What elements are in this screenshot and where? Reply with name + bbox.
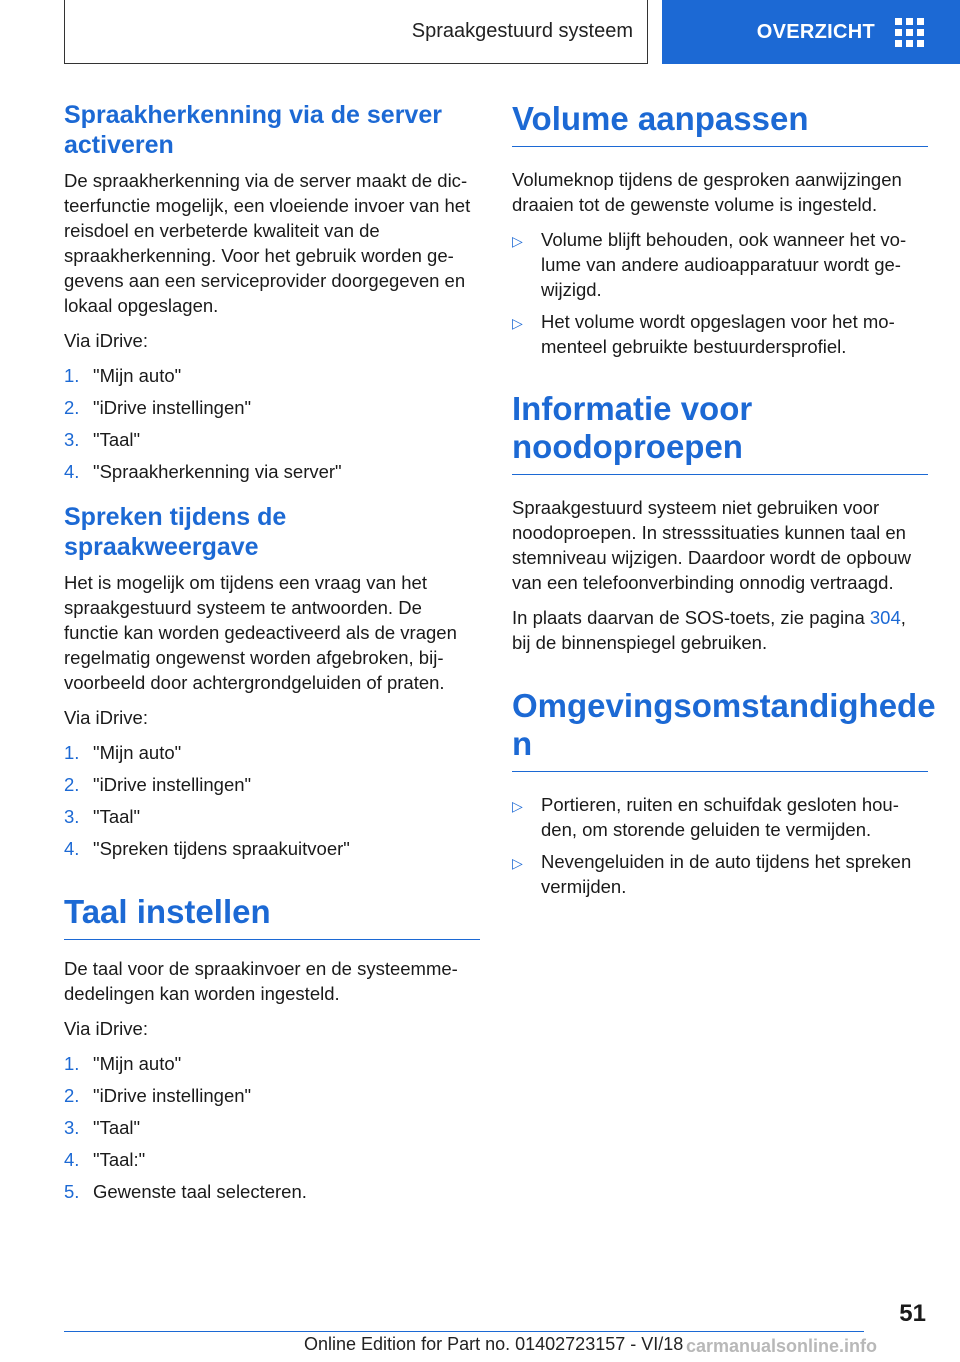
overview-button[interactable]	[662, 0, 960, 64]
step-text: "Mijn auto"	[93, 742, 182, 763]
list-item	[64, 1179, 480, 1204]
step-number: 1.	[64, 1053, 80, 1074]
footer-edition: Online Edition for Part no. 01402723157 - VI/18	[304, 1334, 684, 1354]
bullet-list	[512, 792, 928, 899]
list-item	[64, 740, 480, 765]
step-text: "Taal:"	[93, 1149, 146, 1170]
list-item	[64, 804, 480, 829]
footer-divider	[64, 1331, 864, 1332]
step-text: "Mijn auto"	[93, 1053, 182, 1074]
paragraph: Spraakgestuurd systeem niet gebruiken voor noodoproepen. In stresssituaties kunnen taal en stemniveau wijzigen. Daardoor wordt de opbouw van een telefoonverbinding onnodig vertraagd.	[512, 497, 911, 593]
bullet-text: Nevengeluiden in de auto tijdens het spreken vermijden.	[541, 851, 912, 897]
step-number: 4.	[64, 1149, 80, 1170]
step-text: "iDrive instellingen"	[93, 397, 252, 418]
step-number: 5.	[64, 1181, 80, 1202]
overview-label: OVERZICHT	[756, 20, 875, 43]
steps-list	[64, 740, 480, 861]
list-item	[64, 427, 480, 452]
step-text: "Taal"	[93, 429, 141, 450]
paragraph: Het is mogelijk om tijdens een vraag van het spraakgestuurd systeem te antwoorden. De functie kan worden gedeactiveerd als de vragen regelmatig ongewenst worden afgebroken, bijvoorbeeld door achtergrondgeluiden of praten.	[64, 572, 457, 693]
bullet-text: Het volume wordt opgeslagen voor het momenteel gebruikte bestuurdersprofiel.	[541, 311, 895, 357]
via-idrive-label: Via iDrive:	[64, 1018, 148, 1039]
page-number: 51	[899, 1300, 926, 1327]
list-item	[64, 363, 480, 388]
section-title-set-language: Taal instellen	[64, 893, 480, 940]
triangle-bullet-icon: ▷	[512, 233, 523, 249]
bullet-text: Portieren, ruiten en schuifdak gesloten houden, om storende geluiden te vermijden.	[541, 794, 899, 840]
steps-list	[64, 363, 480, 484]
sos-text-end: , bij de binnenspiegel gebruiken.	[512, 607, 906, 653]
step-text: "Mijn auto"	[93, 365, 182, 386]
bullet-list	[512, 227, 928, 359]
list-item	[64, 1115, 480, 1140]
paragraph: De spraakherkenning via de server maakt de dicteerfunctie mogelijk, een vloeiende invoer van het reisdoel en verbeterde kwaliteit van de spraakherkenning. Voor het gebruik worden gegevens aan een serviceprovider doorgegeven en lokaal opgeslagen.	[64, 170, 471, 316]
section-title-server-recognition: Spraakherkenning via de server activeren	[64, 101, 442, 159]
step-text: "Taal"	[93, 806, 141, 827]
step-number: 4.	[64, 461, 80, 482]
step-number: 3.	[64, 806, 80, 827]
triangle-bullet-icon: ▷	[512, 855, 523, 871]
paragraph-sos	[512, 605, 928, 655]
sos-text: In plaats daarvan de SOS-toets, zie pagina	[512, 607, 870, 628]
step-text: Gewenste taal selecteren.	[93, 1181, 307, 1202]
list-item	[512, 792, 928, 842]
list-item	[64, 1051, 480, 1076]
list-item	[64, 772, 480, 797]
section-title-ambient-conditions: Omgevingsomstandighede n	[512, 687, 928, 772]
list-item	[64, 1147, 480, 1172]
step-text: "Spraakherkenning via server"	[93, 461, 342, 482]
step-text: "Taal"	[93, 1117, 141, 1138]
paragraph: Volumeknop tijdens de gesproken aanwijzingen draaien tot de gewenste volume is ingesteld.	[512, 169, 902, 215]
header-section-title-box	[64, 0, 648, 64]
list-item	[512, 227, 928, 302]
list-item	[64, 1083, 480, 1108]
step-number: 1.	[64, 742, 80, 763]
section-title-emergency-calls: Informatie voor noodoproepen	[512, 390, 928, 475]
section-title-volume: Volume aanpassen	[512, 100, 928, 147]
step-number: 4.	[64, 838, 80, 859]
page-link-304[interactable]: 304	[869, 607, 901, 628]
watermark: carmanualsonline.info	[686, 1336, 878, 1356]
step-number: 2.	[64, 397, 80, 418]
list-item	[64, 395, 480, 420]
paragraph: De taal voor de spraakinvoer en de systeemmededelingen kan worden ingesteld.	[64, 958, 458, 1004]
step-text: "Spreken tijdens spraakuitvoer"	[93, 838, 350, 859]
via-idrive-label: Via iDrive:	[64, 330, 148, 351]
step-number: 1.	[64, 365, 80, 386]
triangle-bullet-icon: ▷	[512, 798, 523, 814]
step-number: 2.	[64, 1085, 80, 1106]
list-item	[512, 849, 928, 899]
triangle-bullet-icon: ▷	[512, 315, 523, 331]
section-title-speak-during-playback: Spreken tijdens de spraakweergave	[64, 503, 287, 561]
header-section-title: Spraakgestuurd systeem	[411, 20, 633, 42]
steps-list	[64, 1051, 480, 1204]
list-item	[512, 309, 928, 359]
list-item	[64, 836, 480, 861]
bullet-text: Volume blijft behouden, ook wanneer het volume van andere audioapparatuur wordt gewijzigd.	[541, 229, 907, 300]
via-idrive-label: Via iDrive:	[64, 707, 148, 728]
step-text: "iDrive instellingen"	[93, 774, 252, 795]
right-column	[512, 100, 936, 906]
grid-icon	[895, 18, 924, 47]
left-column	[64, 100, 480, 1222]
step-text: "iDrive instellingen"	[93, 1085, 252, 1106]
step-number: 3.	[64, 1117, 80, 1138]
step-number: 2.	[64, 774, 80, 795]
step-number: 3.	[64, 429, 80, 450]
list-item	[64, 459, 480, 484]
